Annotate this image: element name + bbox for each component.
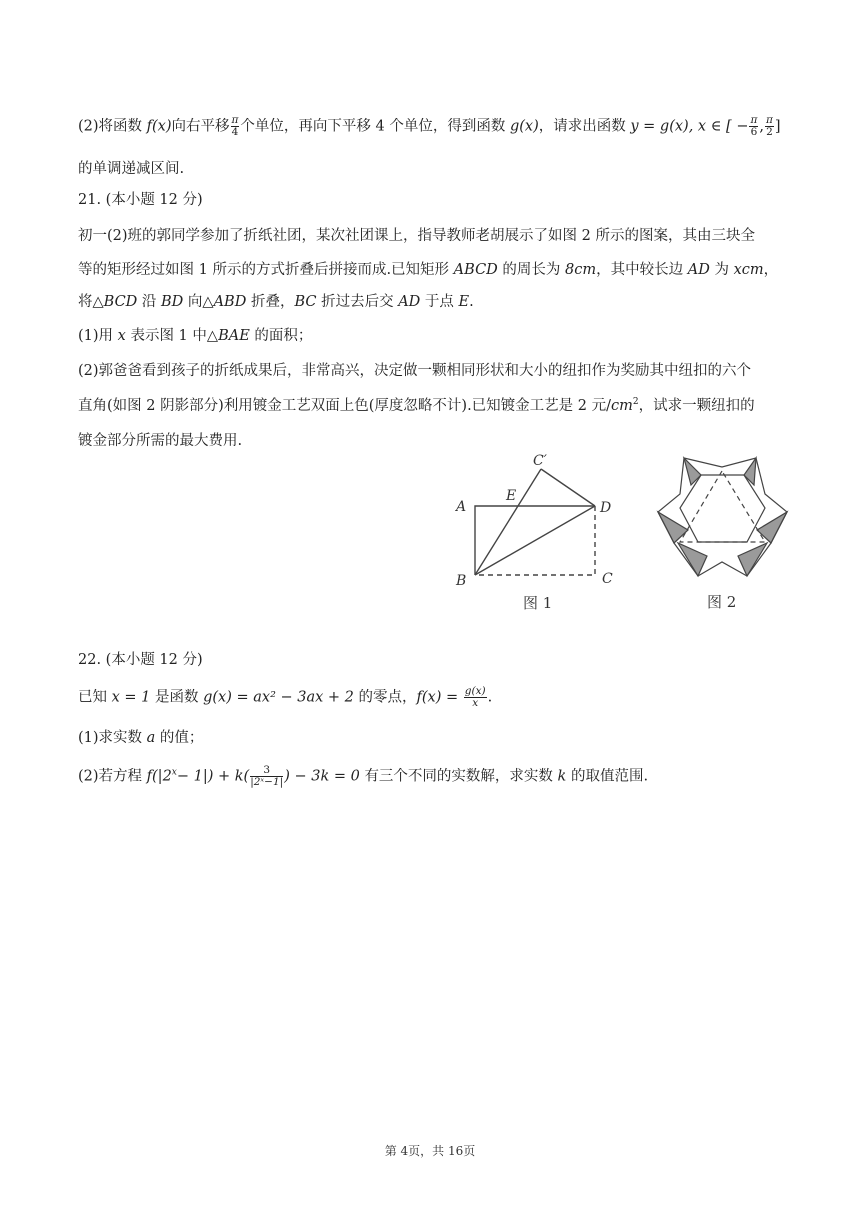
- fraction-pi-over-6: $\frac{\pi}{6}$: [750, 114, 758, 138]
- label-c: C: [602, 571, 613, 587]
- fraction-gx-over-x: $\frac{g(x)}{x}$: [464, 685, 486, 709]
- shaded-right-angle: [757, 512, 787, 543]
- folded-edge-c-prime-d: [541, 469, 595, 506]
- page-footer: 第 4页，共 16页: [384, 1144, 476, 1158]
- q22-subquestion-2: (2)若方程 $f(|2^x- 1|) + k$( $\frac{3}{\text{|2ˣ−1|}}$ ) − 3k = 0 有三个不同的实数解，求实数 k 的取值范围.: [78, 764, 649, 788]
- shaded-right-angle: [738, 543, 767, 576]
- figure-2-caption: 图 2: [707, 593, 737, 611]
- shaded-right-angle: [658, 512, 688, 543]
- inner-hexagon: [680, 475, 765, 542]
- diagonal-bd: [475, 506, 595, 575]
- q20-part2-line2: 的单调递减区间.: [78, 161, 185, 177]
- q22-heading: 22. (本小题 12 分): [78, 652, 203, 668]
- shaded-right-angle: [744, 458, 756, 485]
- q21-paragraph-line3: 将△BCD 沿 BD 向△ABD 折叠，BC 折过去后交 AD 于点 E.: [78, 294, 474, 310]
- q22-statement: 已知 x = 1 是函数 g(x) = ax² − 3ax + 2 的零点，f(x) = $\frac{g(x)}{x}$ .: [78, 685, 493, 709]
- fraction-3-over-abs: $\frac{3}{\text{|2ˣ−1|}}$: [250, 764, 284, 788]
- q21-heading: 21. (本小题 12 分): [78, 192, 203, 208]
- q20-part2-line1: (2)将函数 f(x)向右平移 $\frac{\pi}{4}$ 个单位，再向下平移 4 个单位，得到函数 g(x)，请求出函数 y = g(x), x ∈ [ − $\frac{\pi}{6}$ , $\frac{\pi}{2}$ ]: [78, 114, 781, 138]
- label-e: E: [506, 488, 517, 504]
- q21-paragraph-line1: 初一(2)班的郭同学参加了折纸社团，某次社团课上，指导教师老胡展示了如图 2 所示的图案，其由三块全: [78, 228, 755, 244]
- label-c-prime: C′: [533, 453, 547, 469]
- figure-1-caption: 图 1: [523, 594, 553, 612]
- fraction-pi-over-4: $\frac{\pi}{4}$: [231, 114, 239, 138]
- shaded-right-angle: [678, 543, 707, 576]
- label-a: A: [456, 499, 467, 515]
- label-b: B: [456, 573, 467, 589]
- label-d: D: [600, 500, 612, 516]
- q21-subquestion-1: (1)用 x 表示图 1 中△BAE 的面积；: [78, 328, 313, 344]
- q21-subquestion-2-line3: 镀金部分所需的最大费用.: [78, 433, 243, 449]
- figure-2-button-pattern: [655, 452, 790, 612]
- figure-1-folded-rectangle: [440, 445, 640, 615]
- shaded-right-angle: [684, 458, 701, 485]
- q21-subquestion-2-line2: 直角(如图 2 阴影部分)利用镀金工艺双面上色(厚度忽略不计).已知镀金工艺是 2 元$/cm^2$，试求一颗纽扣的: [78, 397, 755, 414]
- fraction-pi-over-2: $\frac{\pi}{2}$: [766, 114, 773, 138]
- q21-paragraph-line2: 等的矩形经过如图 1 所示的方式折叠后拼接而成.已知矩形 ABCD 的周长为 8cm，其中较长边 AD 为 xcm，: [78, 262, 779, 278]
- q21-subquestion-2-line1: (2)郭爸爸看到孩子的折纸成果后，非常高兴，决定做一颗相同形状和大小的纽扣作为奖励其中纽扣的六个: [78, 363, 752, 379]
- star-outline: [658, 458, 787, 576]
- folded-edge-bc-prime: [475, 469, 541, 575]
- q22-subquestion-1: (1)求实数 a 的值；: [78, 730, 204, 746]
